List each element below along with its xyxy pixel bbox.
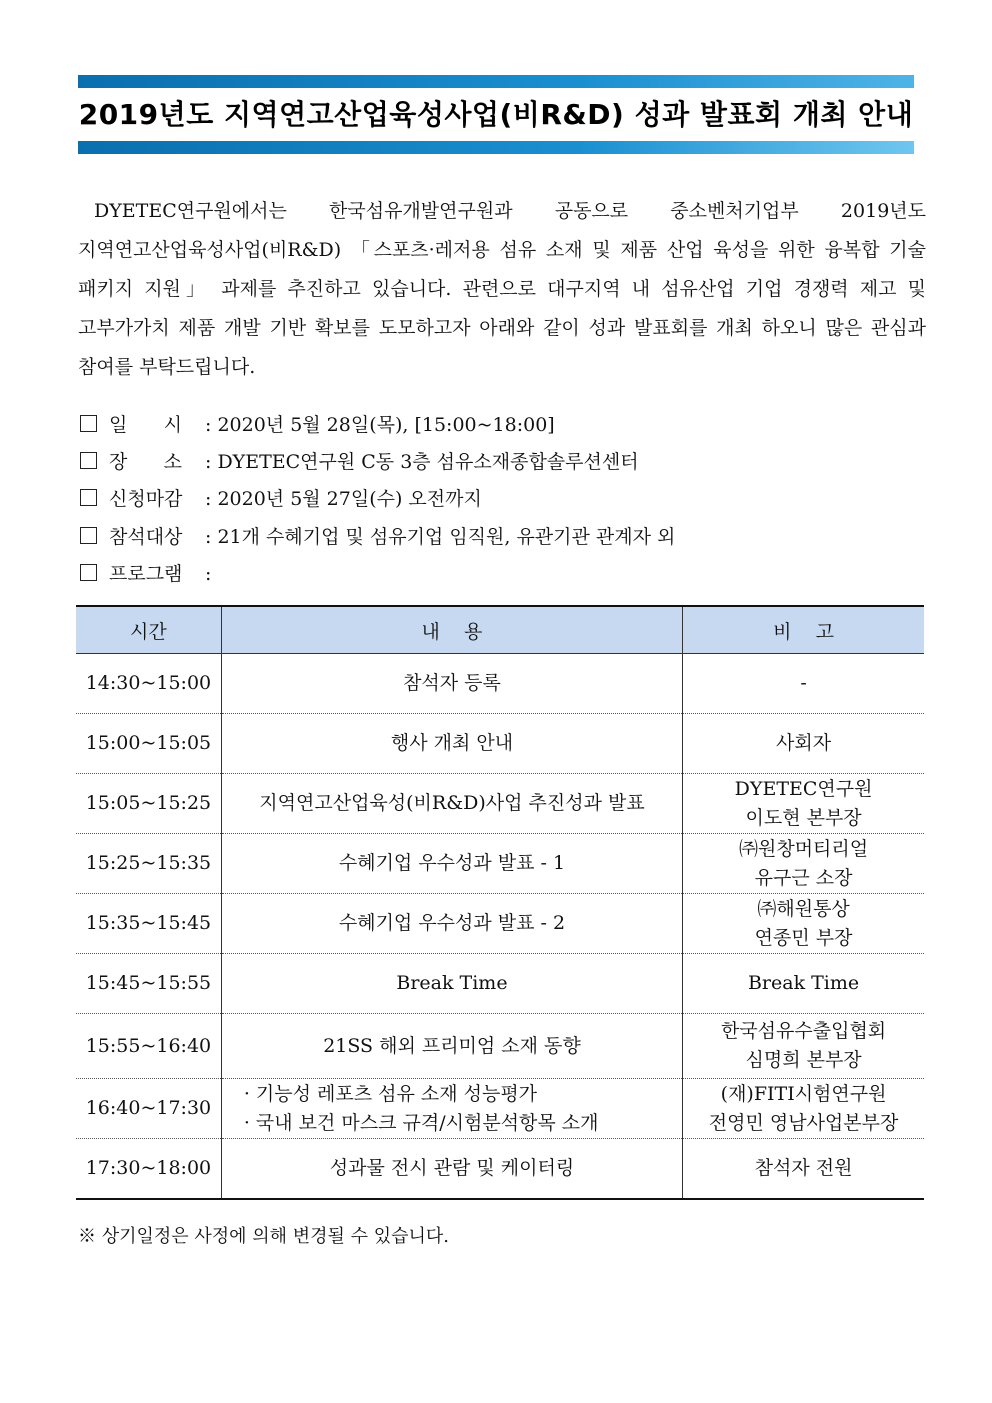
cell-note [683,894,924,954]
note-line: 이도현 본부장 [745,806,862,829]
info-label: 신청마감 [109,488,183,510]
cell-note [683,714,924,774]
title-banner [78,75,914,155]
note-line: 사회자 [776,732,832,754]
cell-content [221,1079,682,1139]
intro-paragraph: DYETEC연구원에서는 한국섬유개발연구원과 공동으로 중소벤처기업부 2019년도 지역연고산업육성사업(비R&D) 「스포츠·레저용 섬유 소재 및 제품 산업 육성을 위한 융복합 기술 패키지 지원」 과제를 추진하고 있습니다. 관련으로 대구지역 내 섬유산업 기업 경쟁력 제고 및 고부가가치 제품 개발 기반 확보를 도모하고자 아래와 같이 성과 발표회를 개최 하오니 많은 관심과 참여를 부탁드립니다. [78,200,926,378]
note-line: 한국섬유수출입협회 [720,1020,887,1042]
cell-content: 성과물 전시 관람 및 케이터링 [221,1139,682,1200]
checkbox-icon [80,452,97,469]
cell-note [683,1014,924,1079]
cell-note [683,774,924,834]
page-title: 2019년도 지역연고산업육성사업(비R&D) 성과 발표회 개최 안내 [78,98,914,131]
info-item-program [78,562,926,586]
cell-content: 행사 개최 안내 [221,714,682,774]
cell-time: 15:45~15:55 [76,954,221,1014]
cell-note [683,954,924,1014]
info-value: : 21개 수혜기업 및 섬유기업 임직원, 유관기관 관계자 외 [205,526,676,548]
cell-time: 15:00~15:05 [76,714,221,774]
cell-note [683,834,924,894]
cell-content: 21SS 해외 프리미엄 소재 동향 [221,1014,682,1079]
info-value: : DYETEC연구원 C동 3층 섬유소재종합솔루션센터 [205,451,639,473]
note-line: 전영민 영남사업본부장 [708,1111,899,1134]
table-row [76,834,924,894]
table-row [76,774,924,834]
note-line: - [800,672,807,694]
checkbox-icon [80,527,97,544]
cell-content: 수혜기업 우수성과 발표 - 1 [221,834,682,894]
info-label: 일 시 [109,414,182,436]
info-label: 프로그램 [109,563,183,585]
info-item-datetime [78,413,926,437]
table-row [76,1139,924,1200]
table-row [76,954,924,1014]
cell-content: 참석자 등록 [221,654,682,714]
cell-time: 14:30~15:00 [76,654,221,714]
bullet-line: · 기능성 레포츠 섬유 소재 성능평가 [243,1082,538,1105]
cell-note [683,654,924,714]
info-value: : 2020년 5월 27일(수) 오전까지 [205,488,482,510]
note-line: 참석자 전원 [754,1157,853,1179]
table-header-row [76,606,924,654]
cell-time: 16:40~17:30 [76,1079,221,1139]
cell-time: 15:25~15:35 [76,834,221,894]
checkbox-icon [80,489,97,506]
cell-note [683,1139,924,1200]
info-item-place [78,450,926,474]
checkbox-icon [80,415,97,432]
table-row [76,654,924,714]
info-label: 장 소 [109,451,182,473]
table-row [76,894,924,954]
title-bar-top [78,75,914,88]
cell-content: Break Time [221,954,682,1014]
bullet-line: · 국내 보건 마스크 규격/시험분석항목 소개 [243,1111,599,1134]
info-value: : 2020년 5월 28일(목), [15:00~18:00] [205,414,555,436]
table-row [76,1079,924,1139]
note-line: 유구근 소장 [754,866,853,889]
footnote: ※ 상기일정은 사정에 의해 변경될 수 있습니다. [78,1226,450,1247]
note-line: 연종민 부장 [754,926,853,949]
note-line: ㈜원창머티리얼 [739,837,869,860]
cell-note [683,1079,924,1139]
table-row [76,714,924,774]
info-item-audience [78,525,926,549]
cell-time: 15:35~15:45 [76,894,221,954]
cell-time: 17:30~18:00 [76,1139,221,1200]
note-line: ㈜해원통상 [757,897,850,920]
title-bar-bottom [78,141,914,154]
checkbox-icon [80,564,97,581]
program-table [76,605,924,1200]
note-line: DYETEC연구원 [734,777,873,800]
header-time: 시간 [76,606,221,654]
info-label: 참석대상 [109,526,183,548]
cell-content: 수혜기업 우수성과 발표 - 2 [221,894,682,954]
cell-time: 15:05~15:25 [76,774,221,834]
note-line: Break Time [747,972,860,994]
cell-time: 15:55~16:40 [76,1014,221,1079]
header-note: 비 고 [683,606,924,654]
table-row [76,1014,924,1079]
info-item-deadline [78,487,926,511]
note-line: 심명희 본부장 [745,1049,862,1071]
cell-content: 지역연고산업육성(비R&D)사업 추진성과 발표 [221,774,682,834]
info-value: : [205,563,212,585]
note-line: (재)FITI시험연구원 [720,1082,887,1105]
header-content: 내 용 [221,606,682,654]
